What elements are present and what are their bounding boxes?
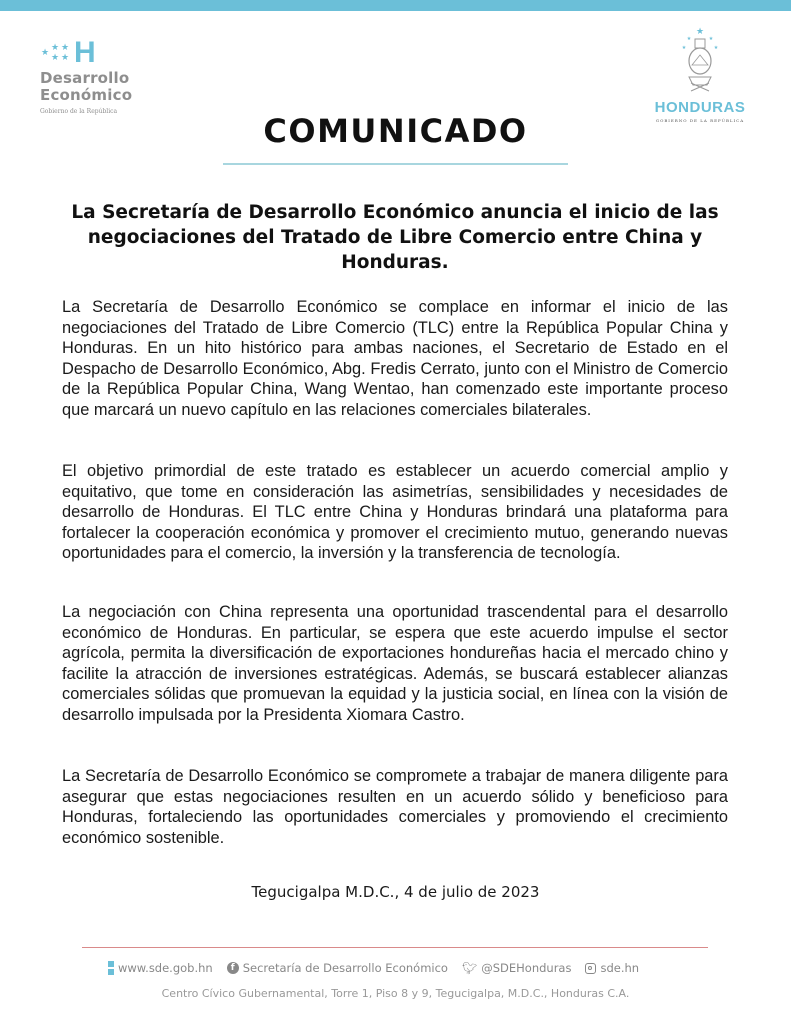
svg-text:★: ★ <box>695 27 705 37</box>
logo-name-line1: Desarrollo <box>40 69 130 87</box>
facebook-icon: f <box>227 962 239 974</box>
footer-contacts <box>108 961 639 975</box>
honduras-logo <box>640 25 760 123</box>
page-title: COMUNICADO <box>263 112 528 150</box>
paragraph-1: La Secretaría de Desarrollo Económico se complace en informar el inicio de las negociaciones del Tratado de Libre Comercio (TLC) entre la República Popular China y Honduras. En un hito histórico para ambas naciones, el Secretario de Estado en el Despacho de Desarrollo Económico, Abg. Fredis Cerrato, junto con el Ministro de Comercio de la República Popular China, Wang Wentao, han comenzado este importante proceso que marcará un nuevo capítulo en las relaciones comerciales bilaterales. <box>62 298 728 419</box>
instagram-link[interactable]: sde.hn <box>600 961 640 975</box>
instagram-icon <box>585 963 596 974</box>
title-underline <box>223 163 568 165</box>
footer-address: Centro Cívico Gubernamental, Torre 1, Piso 8 y 9, Tegucigalpa, M.D.C., Honduras C.A. <box>161 987 630 1000</box>
footer-website[interactable] <box>108 961 213 975</box>
paragraph-3: La negociación con China representa una oportunidad trascendental para el desarrollo económico de Honduras. En particular, se espera que este acuerdo impulse el sector agrícola, permita la diversificación de exportaciones hondureñas hacia el mercado chino y facilite la atracción de inversiones estratégicas. Además, se buscará establecer alianzas comerciales sólidas que promuevan la equidad y la justicia social, en línea con la visión de desarrollo impulsada por la Presidenta Xiomara Castro. <box>62 603 728 724</box>
website-icon <box>108 961 114 975</box>
sde-logo <box>40 36 180 115</box>
footer-twitter[interactable] <box>462 961 571 975</box>
svg-text:★: ★ <box>713 45 719 51</box>
paragraph-2: El objetivo primordial de este tratado es establecer un acuerdo comercial amplio y equitativo, que tome en consideración las asimetrías, sensibilidades y necesidades de desarrollo de Honduras. El TLC entre China y Honduras brindará una plataforma para fortalecer la cooperación económica y promover el crecimiento mutuo, generando nuevas oportunidades para el comercio, la inversión y la transferencia de tecnología. <box>62 462 728 563</box>
twitter-icon: 🐦︎ <box>461 961 478 975</box>
logo-name-line2: Económico <box>40 86 133 104</box>
footer-facebook[interactable] <box>227 961 448 975</box>
logo-subtitle: Gobierno de la República <box>40 108 118 115</box>
top-accent-bar <box>0 0 791 11</box>
twitter-link[interactable]: @SDEHonduras <box>481 961 572 975</box>
svg-text:★: ★ <box>708 36 714 42</box>
facebook-link[interactable]: Secretaría de Desarrollo Económico <box>242 961 448 975</box>
stars-h-mark-icon <box>40 36 180 69</box>
coat-of-arms-icon <box>675 25 725 95</box>
svg-text:★: ★ <box>681 45 687 51</box>
headline: La Secretaría de Desarrollo Económico anuncia el inicio de las negociaciones del Tratado de Libre Comercio entre China y Honduras. <box>71 202 719 273</box>
footer-instagram[interactable] <box>585 961 639 975</box>
paragraph-4: La Secretaría de Desarrollo Económico se compromete a trabajar de manera diligente para asegurar que estas negociaciones resulten en un acuerdo sólido y beneficioso para Honduras, fortaleciendo las oportunidades comerciales y promoviendo el crecimiento económico sostenible. <box>62 767 728 847</box>
honduras-wordmark: HONDURAS <box>654 99 746 116</box>
footer-divider <box>82 947 708 948</box>
date-line: Tegucigalpa M.D.C., 4 de julio de 2023 <box>251 883 540 901</box>
svg-text:★: ★ <box>686 36 692 42</box>
h-letter-mark: H <box>74 36 96 69</box>
website-link[interactable]: www.sde.gob.hn <box>118 961 213 975</box>
stars-icon: ★ ★ ★ ★ ★ <box>40 43 70 63</box>
honduras-subtitle: GOBIERNO DE LA REPÚBLICA <box>655 118 745 123</box>
